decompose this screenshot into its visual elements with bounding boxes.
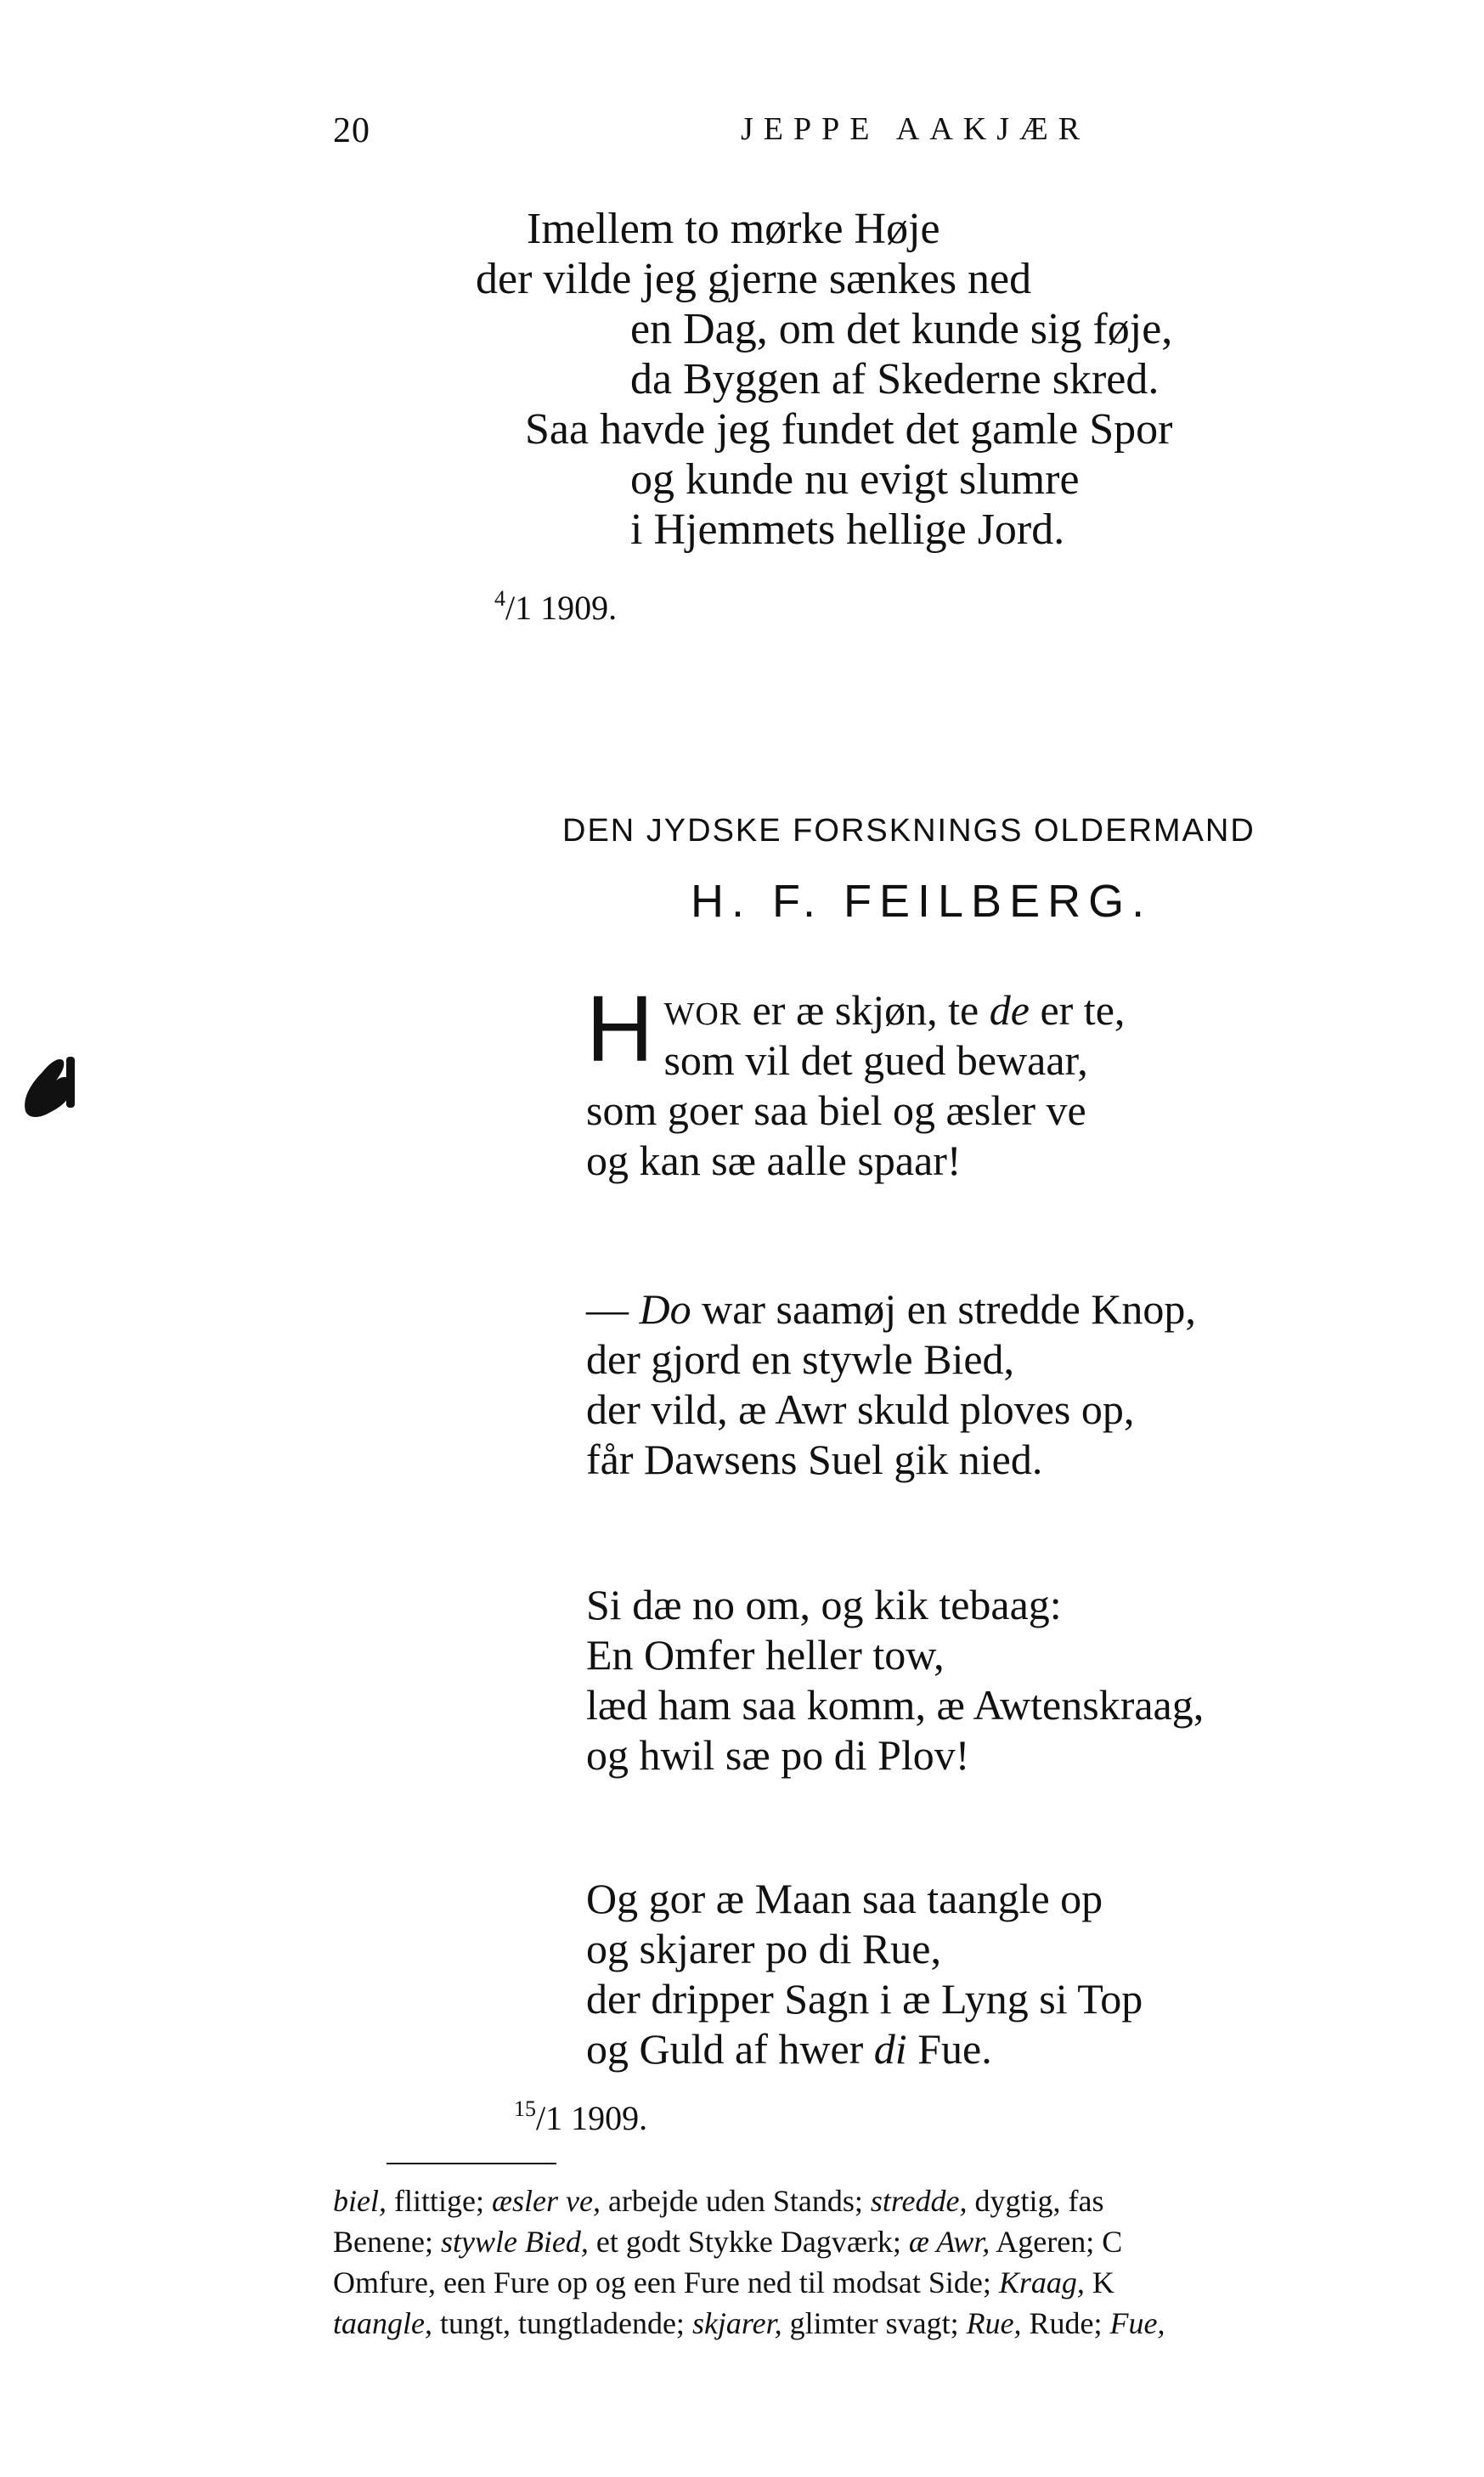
- footnote-line: [333, 2262, 1484, 2303]
- gloss-term: stredde,: [870, 2184, 968, 2218]
- gloss-text: dygtig, fas: [967, 2184, 1104, 2218]
- gloss-text: et godt Stykke Dagværk;: [588, 2225, 909, 2259]
- gloss-text: Benene;: [333, 2225, 441, 2259]
- gloss-term: Kraag,: [998, 2265, 1085, 2299]
- italic-word: Do: [639, 1285, 691, 1333]
- line-text: Fue.: [906, 2025, 992, 2073]
- gloss-term: skjarer,: [691, 2306, 782, 2340]
- line-text: war saamøj en stredde Knop,: [691, 1285, 1196, 1333]
- date-superscript: 4: [494, 586, 505, 611]
- gloss-text: tungt, tungtladende;: [432, 2306, 692, 2340]
- poem-two-date: [514, 2096, 647, 2138]
- gloss-text: Rude;: [1021, 2306, 1110, 2340]
- poem-one-line: en Dag, om det kunde sig føje,: [630, 305, 1173, 353]
- footnotes: [333, 2181, 1484, 2344]
- stanza-line: som vil det gued bewaar,: [663, 1036, 1088, 1084]
- stanza-line: og skjarer po di Rue,: [586, 1925, 941, 1972]
- gloss-text: Ageren; C: [990, 2225, 1123, 2259]
- stanza-line: der gjord en stywle Bied,: [586, 1335, 1015, 1383]
- gloss-term: Fue,: [1109, 2306, 1165, 2340]
- gloss-text: Omfure, een Fure op og een Fure ned til modsat Side;: [333, 2265, 999, 2299]
- gloss-term: æsler ve,: [491, 2184, 601, 2218]
- stanza: [586, 1580, 1204, 1780]
- ink-blot-mark: [19, 1052, 78, 1121]
- stanza-line: Si dæ no om, og kik tebaag:: [586, 1581, 1062, 1628]
- stanza-line: som goer saa biel og æsler ve: [586, 1086, 1086, 1134]
- stanza: [586, 1284, 1196, 1485]
- poem-one-date: [494, 586, 617, 628]
- date-text: /1 1909.: [505, 589, 618, 627]
- line-text: og Guld af hwer: [586, 2025, 874, 2073]
- stanza-line: [586, 1284, 1196, 1334]
- poem-one: [476, 204, 1173, 555]
- gloss-term: Rue,: [966, 2306, 1022, 2340]
- page-number: 20: [333, 111, 370, 150]
- poem-one-line: Imellem to mørke Høje: [527, 205, 940, 253]
- drop-cap: H: [586, 977, 654, 1081]
- gloss-term: taangle,: [333, 2306, 432, 2340]
- footnote-line: [333, 2181, 1484, 2221]
- stanza-line: der vild, æ Awr skuld ploves op,: [586, 1385, 1135, 1433]
- date-superscript: 15: [514, 2096, 536, 2121]
- stanza-line: En Omfer heller tow,: [586, 1631, 945, 1679]
- em-dash: —: [586, 1285, 640, 1333]
- stanza-line: og hwil sæ po di Plov!: [586, 1731, 970, 1779]
- gloss-term: biel,: [333, 2184, 387, 2218]
- smallcaps-word: WOR: [663, 996, 742, 1032]
- gloss-text: flittige;: [386, 2184, 492, 2218]
- italic-word: de: [989, 986, 1030, 1034]
- footnote-line: [333, 2303, 1484, 2344]
- gloss-text: arbejde uden Stands;: [600, 2184, 871, 2218]
- stanza-line: [586, 2024, 1143, 2074]
- stanza-line: der dripper Sagn i æ Lyng si Top: [586, 1975, 1143, 2023]
- line-text: er æ skjøn, te: [742, 986, 990, 1034]
- italic-word: di: [873, 2025, 907, 2073]
- stanza-line: læd ham saa komm, æ Awtenskraag,: [586, 1681, 1205, 1729]
- poem-one-line: i Hjemmets hellige Jord.: [630, 505, 1065, 554]
- stanza-line: [586, 985, 1126, 1035]
- running-head-author: JEPPE AAKJÆR: [741, 111, 1091, 147]
- poem-one-line: der vilde jeg gjerne sænkes ned: [476, 255, 1032, 303]
- poem-one-line: da Byggen af Skederne skred.: [630, 355, 1160, 403]
- poem-one-line: Saa havde jeg fundet det gamle Spor: [525, 405, 1173, 454]
- date-text: /1 1909.: [536, 2099, 648, 2137]
- stanza: [586, 1874, 1143, 2074]
- footnote-line: [333, 2221, 1484, 2262]
- gloss-term: æ Awr,: [908, 2225, 990, 2259]
- stanza: [586, 977, 1126, 1186]
- gloss-term: stywle Bied,: [440, 2225, 589, 2259]
- poem-two-dedication: DEN JYDSKE FORSKNINGS OLDERMAND: [562, 813, 1255, 849]
- line-text: er te,: [1029, 986, 1126, 1034]
- gloss-text: glimter svagt;: [781, 2306, 967, 2340]
- footnote-rule: [387, 2163, 556, 2164]
- gloss-text: K: [1084, 2265, 1114, 2299]
- stanza-line: Og gor æ Maan saa taangle op: [586, 1875, 1103, 1922]
- poem-one-line: og kunde nu evigt slumre: [630, 455, 1080, 504]
- stanza-line: og kan sæ aalle spaar!: [586, 1137, 962, 1184]
- poem-two-title: H. F. FEILBERG.: [691, 876, 1153, 927]
- stanza-line: får Dawsens Suel gik nied.: [586, 1436, 1043, 1483]
